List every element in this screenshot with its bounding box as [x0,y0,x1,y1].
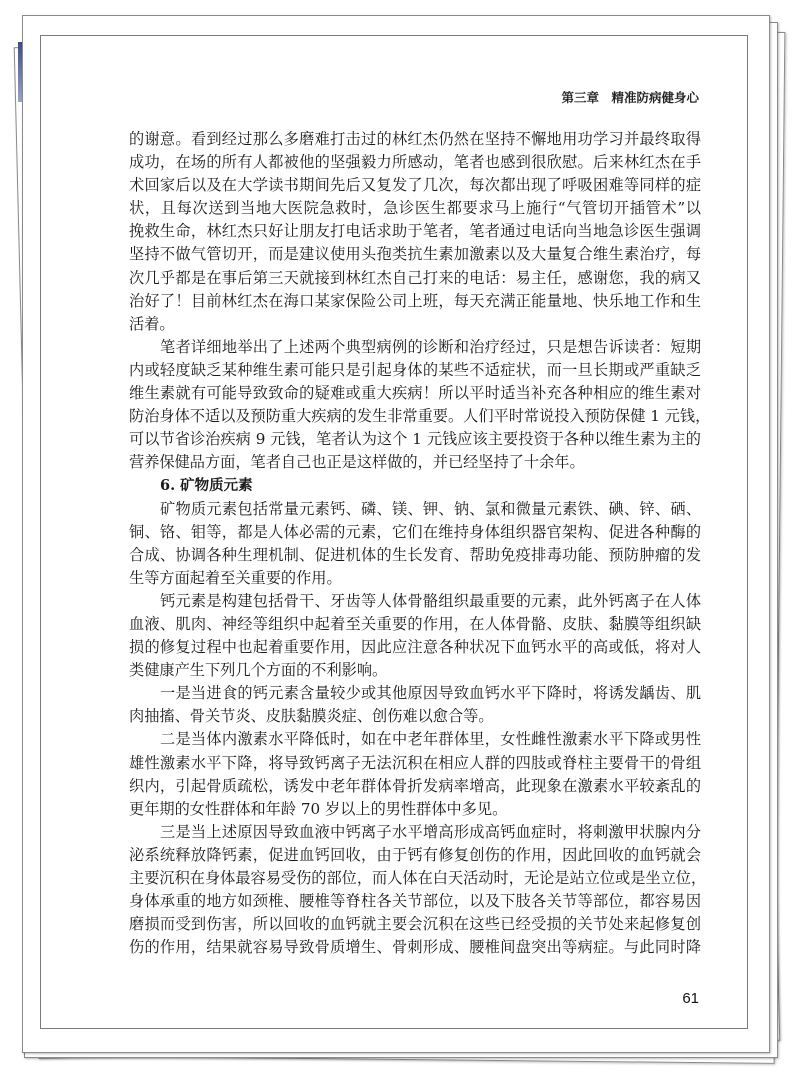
page-number: 61 [682,990,699,1007]
text-line: 血液、肌肉、神经等组织中起着至关重要的作用，在人体骨骼、皮肤、黏膜等组织缺 [129,614,701,633]
text-line: 伤的作用，结果就容易导致骨质增生、骨刺形成、腰椎间盘突出等病症。与此同时降 [129,938,701,957]
text-line: 的谢意。看到经过那么多磨难打击过的林红杰仍然在坚持不懈地用功学习并最终取得 [129,130,701,148]
text-line: 可以节省诊治疾病 9 元钱，笔者认为这个 1 元钱应该主要投资于各种以维生素为主的 [129,430,701,449]
text-line: 二是当体内激素水平降低时，如在中老年群体里，女性雌性激素水平下降或男性 [160,730,701,749]
running-header: 第三章 精准防病健身心 [561,90,699,105]
paragraph [129,128,701,336]
text-line: 生等方面起着至关重要的作用。 [129,568,342,587]
paragraph [129,821,707,960]
text-line: 磨损而受到伤害，所以回收的血钙就主要会沉积在这些已经受损的关节处来起修复创 [129,915,701,934]
text-line: 三是当上述原因导致血液中钙离子水平增高形成高钙血症时，将刺激甲状腺内分 [160,822,701,841]
text-line: 内或轻度缺乏某种维生素可能只是引起身体的某些不适症状，而一旦长期或严重缺乏 [129,360,701,379]
text-line: 更年期的女性群体和年龄 70 岁以上的男性群体中多见。 [129,799,508,818]
text-line: 类健康产生下列几个方面的不利影响。 [129,661,388,680]
text-line: 次几乎都是在事后第三天就接到林红杰自己打来的电话：易主任，感谢您，我的病又 [129,268,701,287]
text-line: 坚持不做气管切开，而是建议使用头孢类抗生素加激素以及大量复合维生素治疗，每 [129,245,701,264]
text-line: 防治身体不适以及预防重大疾病的发生非常重要。人们平时常说投入预防保健 1 元钱， [129,407,711,426]
text-line: 主要沉积在身体最容易受伤的部位，而人体在白天活动时，无论是站立位或是坐立位， [129,869,707,887]
text-line: 合成、协调各种生理机制、促进机体的生长发育、帮助免疫排毒功能、预防肿瘤的发 [129,545,701,564]
paragraph [129,682,701,728]
paragraph [129,336,711,475]
text-line: 织内，引起骨质疏松，诱发中老年群体骨折发病率增高，此现象在激素水平较紊乱的 [129,776,701,795]
text-line: 维生素就有可能导致致命的疑难或重大疾病！所以平时适当补充各种相应的维生素对 [129,384,701,403]
text-line: 成功，在场的所有人都被他的坚强毅力所感动，笔者也感到很欣慰。后来林红杰在手 [129,153,701,172]
text-line: 身体承重的地方如颈椎、腰椎等脊柱各关节部位，以及下肢各关节等部位，都容易因 [129,892,701,911]
text-line: 术回家后以及在大学读书期间先后又复发了几次，每次都出现了呼吸困难等同样的症 [129,176,701,195]
page-body-text [129,128,711,959]
text-line: 损的修复过程中也起着重要作用，因此应注意各种状况下血钙水平的高或低，将对人 [129,638,701,657]
paragraph [129,590,701,682]
text-line: 一是当进食的钙元素含量较少或其他原因导致血钙水平下降时，将诱发龋齿、肌 [160,684,701,703]
text-line: 铜、铬、钼等，都是人体必需的元素，它们在维持身体组织器官架构、促进各种酶的 [129,522,701,541]
paragraph [129,498,701,590]
text-line: 营养保健品方面，笔者自己也正是这样做的，并已经坚持了十余年。 [129,453,585,472]
book-page [40,35,748,1029]
text-line: 笔者详细地举出了上述两个典型病例的诊断和治疗经过，只是想告诉读者：短期 [160,337,701,356]
text-line: 雄性激素水平下降，将导致钙离子无法沉积在相应人群的四肢或脊柱主要骨干的骨组 [129,753,701,772]
text-line: 活着。 [129,314,175,333]
section-heading [129,474,701,497]
paragraph [129,728,701,820]
text-line: 状，且每次送到当地大医院急救时，急诊医生都要求马上施行“气管切开插管术”以 [129,199,701,218]
text-line: 6. 矿物质元素 [160,477,253,495]
text-line: 挽救生命，林红杰只好让朋友打电话求助于笔者，笔者通过电话向当地急诊医生强调 [129,222,701,241]
text-line: 治好了！目前林红杰在海口某家保险公司上班，每天充满正能量地、快乐地工作和生 [129,291,701,310]
text-line: 矿物质元素包括常量元素钙、磷、镁、钾、钠、氯和微量元素铁、碘、锌、硒、 [160,499,701,518]
text-line: 钙元素是构建包括骨干、牙齿等人体骨骼组织最重要的元素，此外钙离子在人体 [160,591,701,610]
text-line: 泌系统释放降钙素，促进血钙回收，由于钙有修复创伤的作用，因此回收的血钙就会 [129,845,701,864]
text-line: 肉抽搐、骨关节炎、皮肤黏膜炎症、创伤难以愈合等。 [129,707,494,726]
